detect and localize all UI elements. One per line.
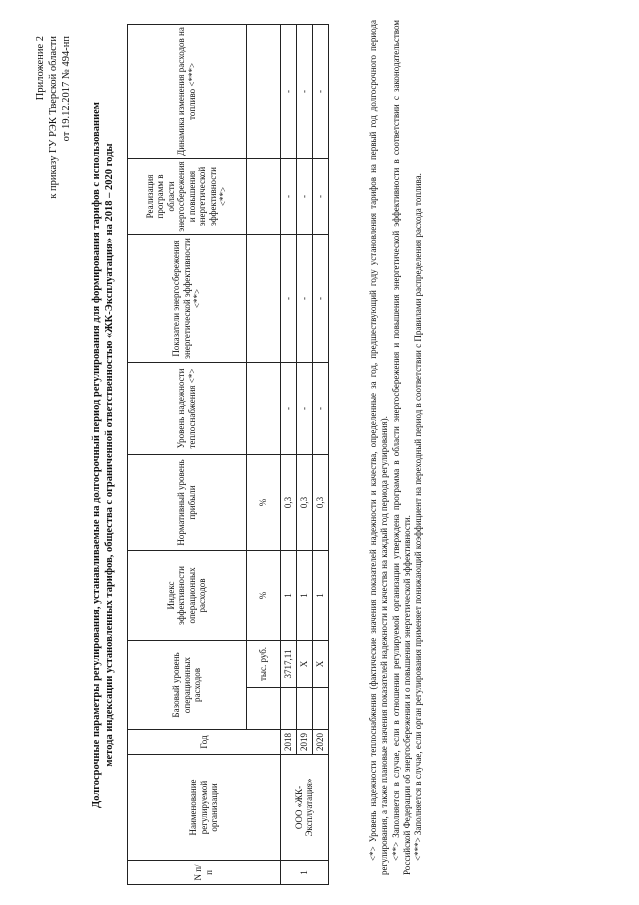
cell-program: - (280, 158, 296, 234)
cell-index: 1 (280, 550, 296, 640)
footnote-reliability: <*> Уровень надежности теплоснабжения (фактические значения показателей надежности и качества, определенные за год, предшествующий году установления тарифов на первый год долгосрочного периода регулирования, а также плановые значения показателей надежности и качества на каждый год периода регулирования). (368, 20, 390, 875)
title-line-1: Долгосрочные параметры регулирования, устанавливаемые на долгосрочный период регулирования для формирования тарифов с использованием (91, 102, 102, 808)
header-reliability: Уровень надежности теплоснабжения <*> (128, 362, 247, 454)
annex-order-date: от 19.12.2017 № 494-нп (61, 36, 72, 142)
unit-profit: % (246, 454, 280, 550)
table-header-row (128, 24, 247, 884)
annex-header (34, 36, 73, 199)
table-row (280, 24, 296, 884)
unit-fuel (246, 24, 280, 158)
cell-base: X (312, 640, 328, 687)
cell-index: 1 (312, 550, 328, 640)
cell-num: 1 (280, 861, 328, 885)
cell-fuel: - (296, 24, 312, 158)
header-num: N п/п (128, 861, 281, 885)
cell-org: ООО «ЖК-Эксплуатация» (280, 755, 328, 861)
cell-spacer (280, 688, 296, 730)
annex-order-ref: к приказу ГУ РЭК Тверской области (48, 36, 59, 199)
document-title (90, 25, 116, 885)
cell-spacer (312, 688, 328, 730)
cell-profit: 0,3 (280, 454, 296, 550)
cell-base: X (296, 640, 312, 687)
header-profit: Нормативный уровень прибыли (128, 454, 247, 550)
cell-program: - (296, 158, 312, 234)
unit-index: % (246, 550, 280, 640)
cell-program: - (312, 158, 328, 234)
unit-energy (246, 234, 280, 362)
unit-spacer (246, 688, 280, 730)
cell-energy: - (280, 234, 296, 362)
cell-profit: 0,3 (312, 454, 328, 550)
cell-reliability: - (296, 362, 312, 454)
unit-base: тыс. руб. (246, 640, 280, 687)
header-year: Год (128, 730, 281, 755)
footnote-energy: <**> Заполняется в случае, если в отношении регулируемой организации утверждена программа в области энергосбережения и повышения энергетической эффективности в соответствии с законодательством Российской Федерации об энергосбережении и о повышении энергетической эффективности. (390, 20, 412, 875)
cell-profit: 0,3 (296, 454, 312, 550)
cell-fuel: - (312, 24, 328, 158)
annex-title: Приложение 2 (35, 36, 46, 101)
cell-year: 2020 (312, 730, 328, 755)
header-energy: Показатели энергосбережения энергетической эффективности <**> (128, 234, 247, 362)
cell-reliability: - (312, 362, 328, 454)
unit-program (246, 158, 280, 234)
footnotes (368, 20, 424, 875)
header-base: Базовый уровень операционных расходов (128, 640, 247, 729)
cell-year: 2018 (280, 730, 296, 755)
cell-energy: - (312, 234, 328, 362)
unit-reliability (246, 362, 280, 454)
cell-year: 2019 (296, 730, 312, 755)
cell-base: 3717,11 (280, 640, 296, 687)
title-line-2: метода индексации установленных тарифов, общества с ограниченной ответственностью «ЖК-Эксплуатация» на 2018 – 2020 годы (104, 143, 115, 767)
cell-energy: - (296, 234, 312, 362)
header-fuel: Динамика изменения расходов на топливо <***> (128, 24, 247, 158)
header-program: Реализация программ в области энергосбережения и повышения энергетической эффективности <**> (128, 158, 247, 234)
header-index: Индекс эффективности операционных расходов (128, 550, 247, 640)
header-org: Наименование регулируемой организации (128, 755, 281, 861)
cell-spacer (296, 688, 312, 730)
cell-fuel: - (280, 24, 296, 158)
cell-reliability: - (280, 362, 296, 454)
parameters-table (127, 24, 329, 885)
footnote-fuel: <***> Заполняется в случае, если орган регулирования применяет понижающий коэффициент на переходный период в соответствии с Правилами распределения расхода топлива. (413, 173, 424, 861)
cell-index: 1 (296, 550, 312, 640)
